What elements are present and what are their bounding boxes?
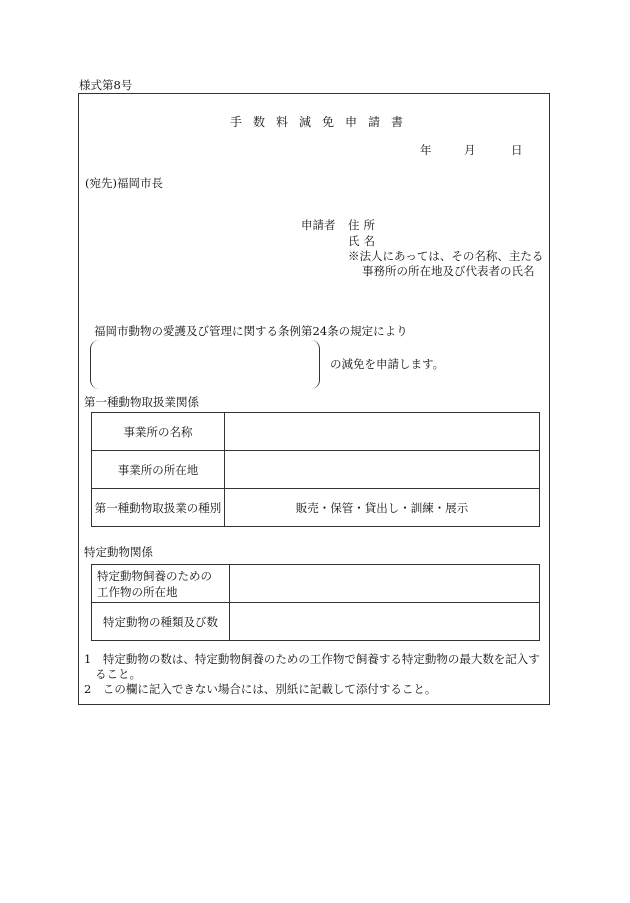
table-row — [92, 489, 540, 527]
note-1-line2: ること。 — [95, 667, 141, 681]
section2-heading: 特定動物関係 — [84, 545, 153, 559]
table-row — [92, 451, 540, 489]
table-row — [92, 603, 540, 641]
applicant-label: 申請者 — [301, 218, 336, 232]
note-1-line1: 1 特定動物の数は、特定動物飼養のための工作物で飼養する特定動物の最大数を記入す — [84, 652, 540, 666]
corporation-note-line2: 事務所の所在地及び代表者の氏名 — [362, 264, 535, 278]
section2-table — [91, 564, 540, 641]
addressee: (宛先)福岡市長 — [85, 176, 163, 190]
reduction-request-text: の減免を申請します。 — [330, 357, 445, 371]
facility-location-label-line1: 特定動物飼養のための — [97, 568, 212, 583]
form-title: 手数料減免申請書 — [230, 115, 415, 129]
facility-location-field[interactable] — [230, 565, 540, 603]
section1-table — [91, 412, 540, 527]
date-day-label: 日 — [511, 143, 523, 157]
applicant-address-label: 住所 — [348, 218, 379, 232]
applicant-name-label: 氏名 — [348, 234, 379, 248]
animal-species-count-field[interactable] — [230, 603, 540, 641]
note-2: 2 この欄に記入できない場合には、別紙に記載して添付すること。 — [84, 682, 437, 696]
ordinance-statement: 福岡市動物の愛護及び管理に関する条例第24条の規定により — [94, 324, 408, 338]
animal-species-count-label: 特定動物の種類及び数 — [92, 603, 230, 641]
date-year-label: 年 — [420, 143, 432, 157]
facility-location-label-line2: 工作物の所在地 — [97, 584, 178, 599]
table-row — [92, 565, 540, 603]
business-type-options[interactable]: 販売・保管・貸出し・訓練・展示 — [225, 489, 540, 527]
business-address-label: 事業所の所在地 — [92, 451, 225, 489]
corporation-note-line1: ※法人にあっては、その名称、主たる — [348, 249, 544, 263]
table-row — [92, 413, 540, 451]
section1-heading: 第一種動物取扱業関係 — [84, 395, 199, 409]
business-address-field[interactable] — [225, 451, 540, 489]
fee-type-entry-bracket[interactable] — [90, 340, 320, 389]
business-name-field[interactable] — [225, 413, 540, 451]
date-month-label: 月 — [464, 143, 476, 157]
business-type-label: 第一種動物取扱業の種別 — [92, 489, 225, 527]
business-name-label: 事業所の名称 — [92, 413, 225, 451]
facility-location-label — [92, 565, 230, 603]
form-number: 様式第8号 — [79, 78, 133, 92]
